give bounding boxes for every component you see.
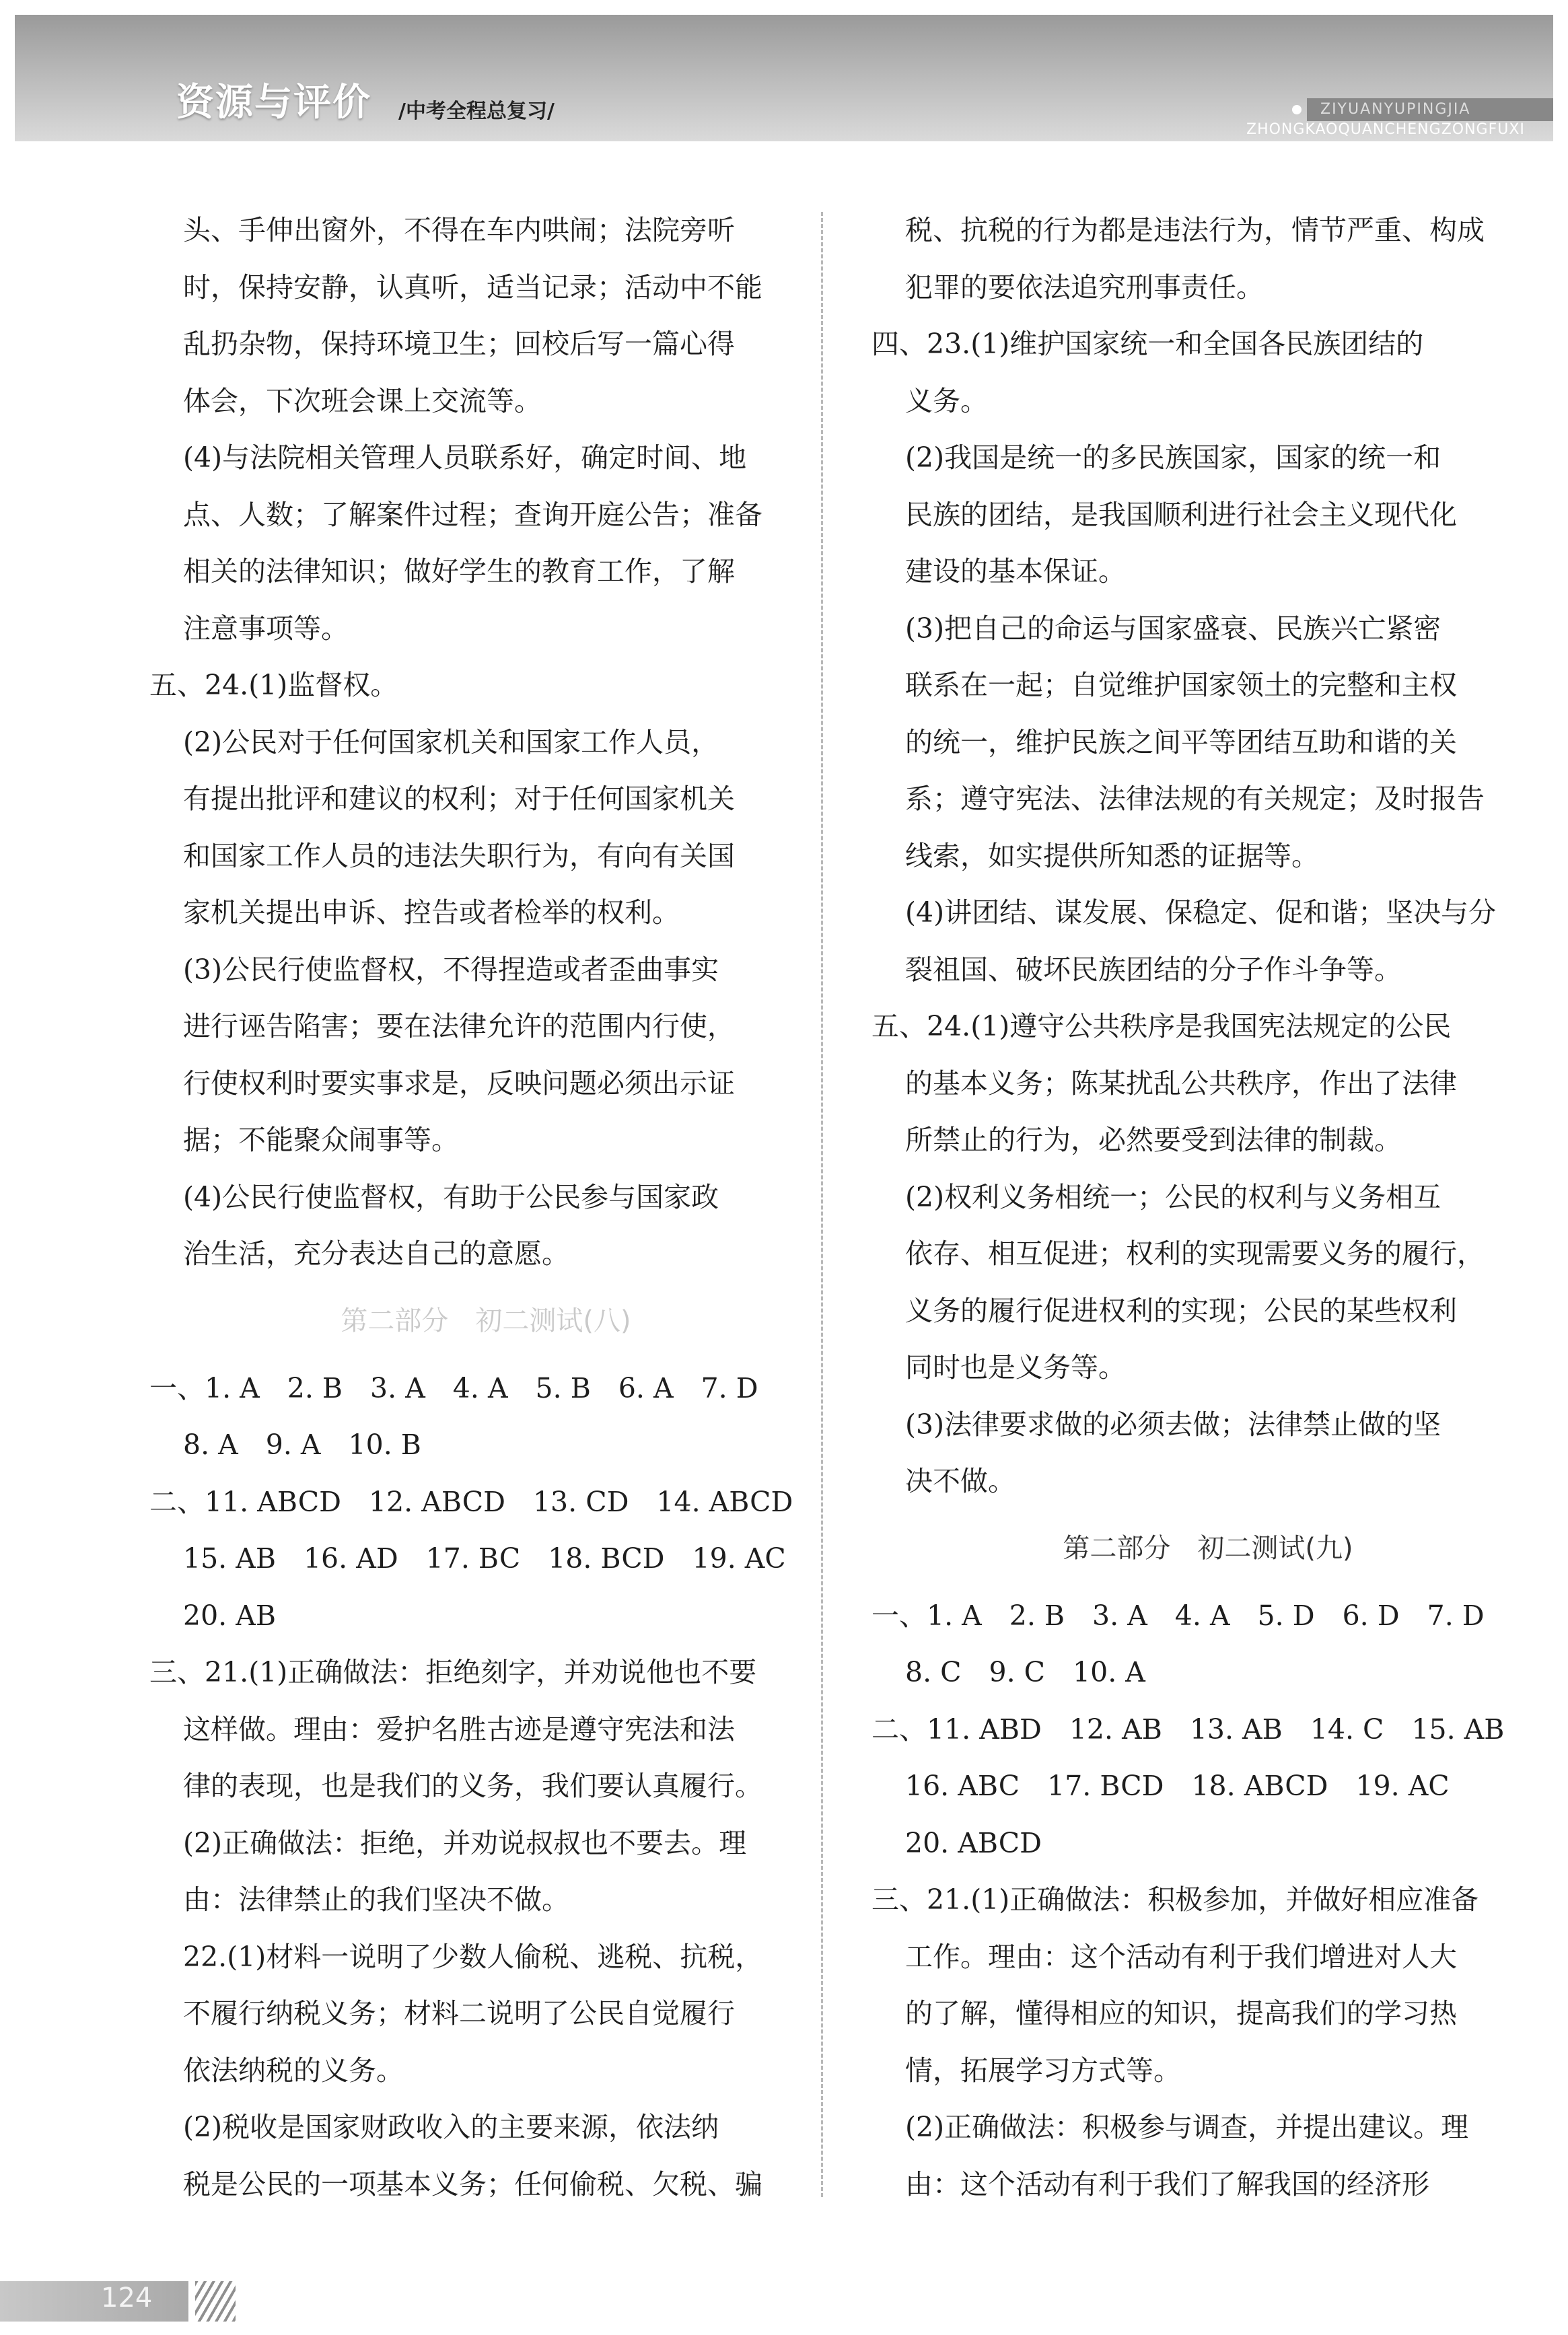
text-line: 依法纳税的义务。 — [183, 2054, 404, 2087]
text-line: 所禁止的行为，必然要受到法律的制裁。 — [905, 1124, 1402, 1156]
column-divider — [821, 212, 823, 2197]
text-line: 不履行纳税义务；材料二说明了公民自觉履行 — [183, 1997, 735, 2029]
text-line: 二、11. ABCD 12. ABCD 13. CD 14. ABCD — [149, 1485, 793, 1518]
book-subtitle: /中考全程总复习/ — [398, 100, 555, 123]
header-pinyin: ZHONGKAOQUANCHENGZONGFUXI — [1246, 121, 1525, 138]
text-line: 有提出批评和建议的权利；对于任何国家机关 — [183, 783, 735, 815]
page-number: 124 — [101, 2283, 153, 2313]
text-line: 15. AB 16. AD 17. BC 18. BCD 19. AC — [183, 1542, 786, 1575]
text-line: 乱扔杂物，保持环境卫生；回校后写一篇心得 — [183, 328, 735, 360]
text-line: 税、抗税的行为都是违法行为，情节严重、构成 — [905, 214, 1485, 246]
text-line: 8. A 9. A 10. B — [183, 1429, 421, 1461]
right-column — [871, 202, 1544, 2213]
footer-bar — [0, 2281, 188, 2322]
text-line: 系；遵守宪法、法律法规的有关规定；及时报告 — [905, 783, 1485, 815]
text-line: 据；不能聚众闹事等。 — [183, 1124, 459, 1156]
text-line: 税是公民的一项基本义务；任何偷税、欠税、骗 — [183, 2167, 762, 2200]
text-line: 同时也是义务等。 — [905, 1351, 1126, 1384]
text-line: 的统一，维护民族之间平等团结互助和谐的关 — [905, 725, 1457, 758]
text-line: (3)把自己的命运与国家盛衰、民族兴亡紧密 — [905, 612, 1441, 645]
dot-icon — [1292, 105, 1302, 114]
text-line: 和国家工作人员的违法失职行为，有向有关国 — [183, 839, 735, 872]
text-line: (2)正确做法：积极参与调查，并提出建议。理 — [905, 2111, 1469, 2143]
text-line: (2)税收是国家财政收入的主要来源，依法纳 — [183, 2111, 719, 2143]
text-line: 五、24.(1)监督权。 — [149, 669, 398, 701]
text-line: (2)正确做法：拒绝，并劝说叔叔也不要去。理 — [183, 1826, 747, 1859]
text-line: 三、21.(1)正确做法：积极参加，并做好相应准备 — [871, 1883, 1479, 1916]
text-line: 一、1. A 2. B 3. A 4. A 5. B 6. A 7. D — [149, 1371, 758, 1404]
text-line: 这样做。理由：爱护名胜古迹是遵守宪法和法 — [183, 1713, 735, 1746]
text-line: (4)公民行使监督权，有助于公民参与国家政 — [183, 1180, 719, 1213]
text-line: (2)我国是统一的多民族国家，国家的统一和 — [905, 441, 1441, 474]
text-line: 注意事项等。 — [183, 612, 349, 645]
text-line: 时，保持安静，认真听，适当记录；活动中不能 — [183, 271, 762, 303]
text-line: 线索，如实提供所知悉的证据等。 — [905, 839, 1319, 872]
text-line: 律的表现，也是我们的义务，我们要认真履行。 — [183, 1770, 762, 1802]
text-line: 二、11. ABD 12. AB 13. AB 14. C 15. AB — [871, 1713, 1505, 1746]
text-line: (2)公民对于任何国家机关和国家工作人员， — [183, 725, 719, 758]
text-line: 一、1. A 2. B 3. A 4. A 5. D 6. D 7. D — [871, 1599, 1485, 1632]
text-line: 行使权利时要实事求是，反映问题必须出示证 — [183, 1067, 735, 1100]
page-header — [15, 15, 1553, 141]
text-line: 由：法律禁止的我们坚决不做。 — [183, 1883, 569, 1916]
text-line: (2)权利义务相统一；公民的权利与义务相互 — [905, 1180, 1441, 1213]
text-line: 进行诬告陷害；要在法律允许的范围内行使， — [183, 1010, 735, 1042]
text-line: 依存、相互促进；权利的实现需要义务的履行， — [905, 1237, 1485, 1270]
text-line: (4)讲团结、谋发展、保稳定、促和谐；坚决与分 — [905, 896, 1497, 929]
text-line: 22.(1)材料一说明了少数人偷税、逃税、抗税， — [183, 1940, 763, 1973]
text-line: 治生活，充分表达自己的意愿。 — [183, 1237, 569, 1270]
text-line: 建设的基本保证。 — [905, 555, 1126, 587]
text-line: 由：这个活动有利于我们了解我国的经济形 — [905, 2167, 1429, 2200]
text-line: 16. ABC 17. BCD 18. ABCD 19. AC — [905, 1770, 1450, 1802]
text-line: 20. AB — [183, 1599, 276, 1632]
text-line: 四、23.(1)维护国家统一和全国各民族团结的 — [871, 328, 1424, 360]
text-line: 义务。 — [905, 384, 988, 417]
text-line: 体会，下次班会课上交流等。 — [183, 384, 542, 417]
book-title: 资源与评价 — [176, 80, 371, 124]
text-line: 五、24.(1)遵守公共秩序是我国宪法规定的公民 — [871, 1010, 1452, 1042]
text-line: 的基本义务；陈某扰乱公共秩序，作出了法律 — [905, 1067, 1457, 1100]
text-line: 家机关提出申诉、控告或者检举的权利。 — [183, 896, 680, 929]
left-column — [149, 202, 822, 2213]
text-line: 20. ABCD — [905, 1826, 1042, 1859]
text-line: 义务的履行促进权利的实现；公民的某些权利 — [905, 1294, 1457, 1327]
text-line: 联系在一起；自觉维护国家领土的完整和主权 — [905, 669, 1457, 701]
text-line: 三、21.(1)正确做法：拒绝刻字，并劝说他也不要 — [149, 1656, 757, 1688]
header-pinyin-tag — [1307, 98, 1553, 121]
text-line: 民族的团结，是我国顺利进行社会主义现代化 — [905, 498, 1457, 531]
text-line: (4)与法院相关管理人员联系好，确定时间、地 — [183, 441, 747, 474]
text-line: 情，拓展学习方式等。 — [905, 2054, 1181, 2087]
section-title: 第二部分 初二测试(八) — [341, 1305, 631, 1336]
text-line: 裂祖国、破坏民族团结的分子作斗争等。 — [905, 953, 1402, 986]
header-pinyin-tag-text: ZIYUANYUPINGJIA — [1320, 101, 1471, 118]
text-line: 的了解，懂得相应的知识，提高我们的学习热 — [905, 1997, 1457, 2029]
text-line: 点、人数；了解案件过程；查询开庭公告；准备 — [183, 498, 762, 531]
text-line: (3)法律要求做的必须去做；法律禁止做的坚 — [905, 1408, 1441, 1441]
text-line: 决不做。 — [905, 1465, 1015, 1497]
text-line: 犯罪的要依法追究刑事责任。 — [905, 271, 1264, 303]
stripes-decoration — [195, 2281, 236, 2322]
text-line: 相关的法律知识；做好学生的教育工作，了解 — [183, 555, 735, 587]
text-line: (3)公民行使监督权，不得捏造或者歪曲事实 — [183, 953, 719, 986]
section-title: 第二部分 初二测试(九) — [1063, 1532, 1353, 1564]
text-line: 工作。理由：这个活动有利于我们增进对人大 — [905, 1940, 1457, 1973]
text-line: 头、手伸出窗外，不得在车内哄闹；法院旁听 — [183, 214, 735, 246]
text-line: 8. C 9. C 10. A — [905, 1656, 1145, 1688]
